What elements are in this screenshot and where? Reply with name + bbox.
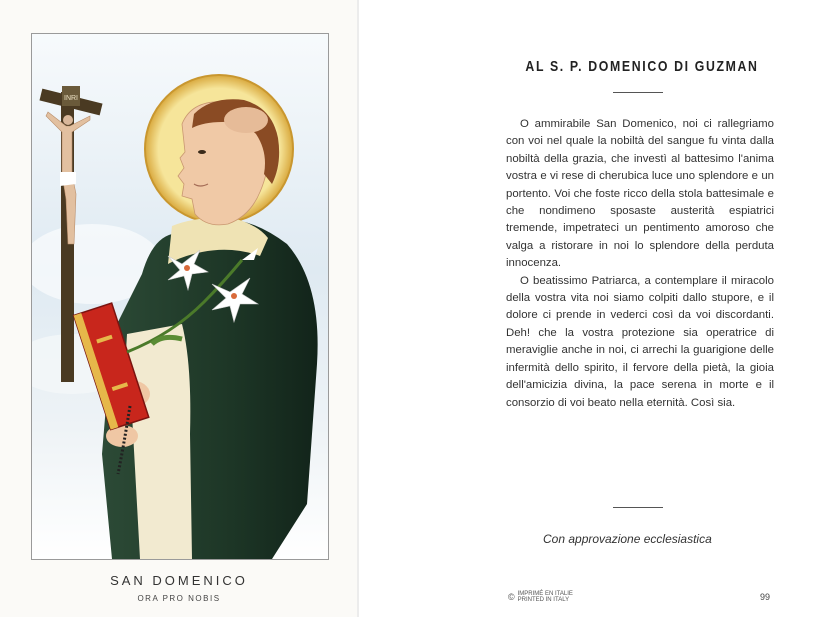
saint-dominic-illustration: [32, 34, 328, 559]
prayer-text: [506, 116, 774, 412]
divider-rule: [613, 92, 663, 93]
holy-card-back: [359, 0, 819, 617]
cross-inscription: INRI: [64, 95, 78, 102]
card-number: 99: [760, 592, 771, 602]
divider-rule: [613, 507, 663, 508]
publisher-line: IMPRIMÉ EN ITALIE: [517, 591, 573, 597]
saint-illustration-frame: [31, 33, 329, 560]
holy-card-front: [0, 0, 357, 617]
prayer-title: AL S. P. DOMENICO DI GUZMAN: [525, 58, 759, 75]
ecclesiastical-approval: Con approvazione ecclesiastica: [543, 532, 712, 546]
copyright-icon: ©: [508, 592, 515, 602]
prayer-paragraph: O beatissimo Patriarca, a contemplare il miracolo della vostra vita noi siamo colpiti dallo stupore, e il dolore ci prende in vederci così da voi discordanti. Deh! che la vostra protezione sia operatrice di meraviglie anche in noi, ci arrechi la guarigione delle infermità dello spirito, il fervore della pietà, la gioia dell'amicizia divina, la pace serena in morte e il consorzio di voi beato nella eternità. Così sia.: [506, 274, 774, 409]
publisher-line: PRINTED IN ITALY: [517, 597, 570, 603]
publisher-lines: [518, 591, 573, 603]
publisher-imprint: [508, 591, 573, 603]
saint-name: SAN DOMENICO: [110, 573, 248, 588]
invocation: ORA PRO NOBIS: [137, 594, 221, 603]
prayer-paragraph: O ammirabile San Domenico, noi ci rallegriamo con voi nel quale la nobiltà del sangue fu vinta dalla nobiltà della grazia, che investì al battesimo l'anima vostra e vi rese di cherubica luce uno splendore e un portento. Voi che foste ricco della stola battesimale e che nondimeno sposaste austerità espiatrici tremende, impetrateci un pentimento amoroso che valga a ristorare in noi lo splendore della perduta innocenza.: [506, 118, 774, 270]
